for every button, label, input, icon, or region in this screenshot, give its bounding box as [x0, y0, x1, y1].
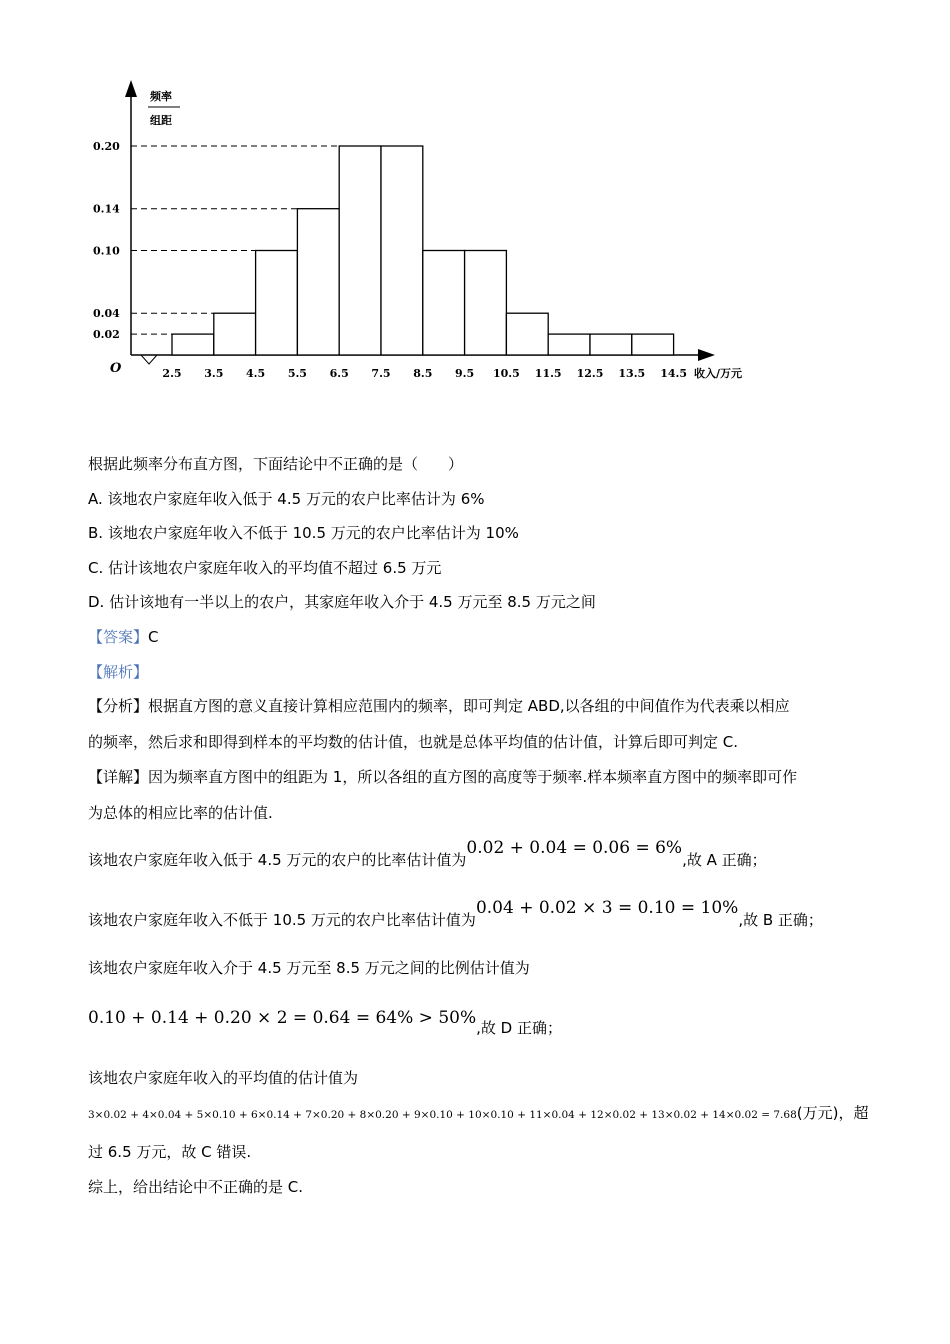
y-tick-0.20: 0.20: [93, 140, 120, 153]
histogram-bar-6.5-7.5: [339, 146, 381, 355]
x-tick-11.5: 11.5: [534, 367, 562, 380]
calc-a-text: 该地农户家庭年收入低于 4.5 万元的农户的比率估计值为: [88, 851, 467, 869]
detail-paragraph-1: 【详解】因为频率直方图中的组距为 1，所以各组的直方图的高度等于频率.样本频率直方图中的频率即可作: [88, 768, 798, 786]
x-tick-8.5: 8.5: [413, 367, 433, 380]
histogram-bar-5.5-6.5: [297, 209, 339, 355]
calc-line-b: [88, 898, 823, 929]
y-axis-label-top: 频率: [150, 90, 172, 103]
calc-avg-formula: 3×0.02 + 4×0.04 + 5×0.10 + 6×0.14 + 7×0.20 + 8×0.20 + 9×0.10 + 10×0.10 + 11×0.04 + 12×0.02 + 13×0.02 + 14×0.02 = 7.68: [88, 1109, 797, 1121]
calc-line-d: [88, 1008, 562, 1037]
option-c: C. 估计该地农户家庭年收入的平均值不超过 6.5 万元: [88, 559, 442, 577]
x-tick-14.5: 14.5: [660, 367, 687, 380]
x-tick-13.5: 13.5: [618, 367, 646, 380]
x-tick-5.5: 5.5: [287, 367, 307, 380]
summary-line: 综上，给出结论中不正确的是 C.: [88, 1178, 304, 1196]
option-b: B. 该地农户家庭年收入不低于 10.5 万元的农户比率估计为 10%: [88, 524, 519, 542]
calc-a-formula: 0.02 + 0.04 = 0.06 = 6%: [466, 838, 683, 858]
x-tick-9.5: 9.5: [455, 367, 475, 380]
answer-line: [88, 627, 159, 647]
calc-b-conclusion: ,故 B 正确；: [738, 911, 823, 929]
axis-break-mark: [141, 355, 157, 364]
calc-line-d-intro: 该地农户家庭年收入介于 4.5 万元至 8.5 万元之间的比例估计值为: [88, 959, 530, 977]
histogram-bar-7.5-8.5: [381, 146, 423, 355]
histogram-bar-12.5-13.5: [590, 334, 632, 355]
x-tick-6.5: 6.5: [329, 367, 349, 380]
origin-label: O: [110, 361, 122, 376]
histogram-bar-8.5-9.5: [423, 251, 465, 356]
x-axis-label: 收入/万元: [694, 367, 743, 380]
analysis-paragraph-2: 的频率，然后求和即得到样本的平均数的估计值，也就是总体平均值的估计值，计算后即可判定 C.: [88, 733, 739, 751]
histogram-bar-10.5-11.5: [506, 313, 548, 355]
calc-d-conclusion: ,故 D 正确；: [476, 1019, 562, 1037]
y-axis-arrow: [125, 80, 137, 97]
calc-d-formula: 0.10 + 0.14 + 0.20 × 2 = 0.64 = 64% > 50%: [88, 1008, 477, 1028]
calc-line-a: [88, 838, 767, 869]
histogram-bar-11.5-12.5: [548, 334, 590, 355]
x-axis-arrow: [698, 349, 715, 361]
calc-avg-unit: (万元)，超: [796, 1104, 869, 1122]
calc-b-text: 该地农户家庭年收入不低于 10.5 万元的农户比率估计值为: [88, 911, 476, 929]
histogram-bar-3.5-4.5: [214, 313, 256, 355]
x-tick-10.5: 10.5: [493, 367, 520, 380]
histogram-bar-2.5-3.5: [172, 334, 214, 355]
option-d: D. 估计该地有一半以上的农户，其家庭年收入介于 4.5 万元至 8.5 万元之间: [88, 593, 596, 611]
calc-avg-conclusion: 过 6.5 万元，故 C 错误.: [88, 1143, 252, 1161]
calc-a-conclusion: ,故 A 正确；: [682, 851, 767, 869]
answer-value: C: [148, 628, 159, 646]
frequency-histogram: [0, 0, 950, 410]
answer-tag: 【答案】: [88, 628, 149, 646]
x-tick-4.5: 4.5: [246, 367, 266, 380]
x-tick-2.5: 2.5: [162, 367, 182, 380]
calc-avg-line: [88, 1103, 868, 1125]
y-tick-0.10: 0.10: [93, 244, 120, 258]
calc-b-formula: 0.04 + 0.02 × 3 = 0.10 = 10%: [475, 898, 739, 918]
analysis-paragraph-1: 【分析】根据直方图的意义直接计算相应范围内的频率，即可判定 ABD,以各组的中间值作为代表乘以相应: [88, 697, 790, 715]
histogram-bars: [172, 146, 674, 355]
y-tick-0.02: 0.02: [93, 328, 120, 342]
y-tick-0.14: 0.14: [93, 202, 120, 216]
calc-avg-intro: 该地农户家庭年收入的平均值的估计值为: [88, 1069, 359, 1087]
analysis-tag: 【解析】: [88, 663, 149, 681]
x-tick-7.5: 7.5: [371, 367, 391, 380]
histogram-bar-4.5-5.5: [256, 251, 298, 356]
detail-paragraph-2: 为总体的相应比率的估计值.: [88, 804, 273, 822]
y-axis-label-bottom: 组距: [150, 114, 172, 127]
question-stem: 根据此频率分布直方图，下面结论中不正确的是（ ）: [88, 455, 464, 473]
x-tick-12.5: 12.5: [576, 367, 604, 380]
x-tick-3.5: 3.5: [204, 367, 224, 380]
histogram-bar-13.5-14.5: [632, 334, 674, 355]
histogram-bar-9.5-10.5: [465, 251, 507, 356]
option-a: A. 该地农户家庭年收入低于 4.5 万元的农户比率估计为 6%: [88, 490, 485, 508]
y-tick-0.04: 0.04: [93, 307, 120, 321]
